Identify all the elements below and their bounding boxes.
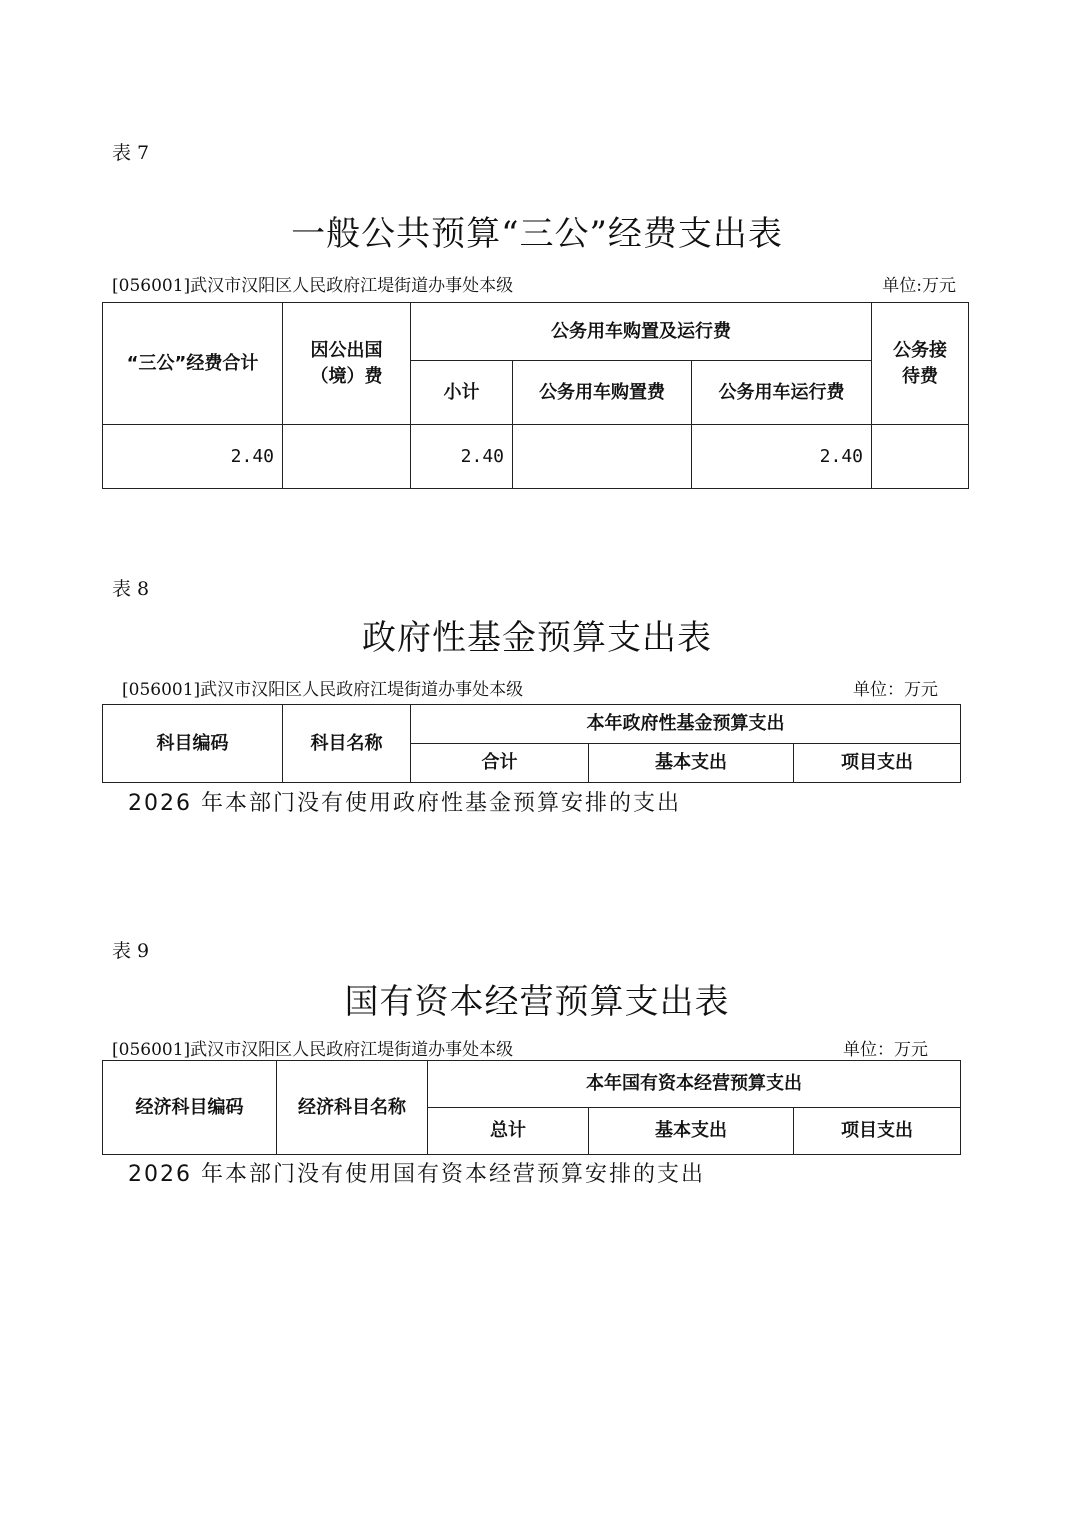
header-vehicle-group: 公务用车购置及运行费 [411, 303, 872, 361]
header-vehicle-operation: 公务用车运行费 [692, 361, 872, 425]
cell-subtotal: 2.40 [411, 425, 513, 489]
table7-label: 表 7 [112, 142, 150, 164]
table8-label: 表 8 [112, 578, 150, 600]
header-abroad-line1: 因公出国 [310, 339, 383, 361]
header-econ-name: 经济科目名称 [277, 1061, 428, 1155]
header-subject-code: 科目编码 [103, 705, 283, 783]
table8-grid [102, 704, 961, 783]
table9-unit: 单位：万元 [843, 1040, 928, 1060]
cell-operation: 2.40 [692, 425, 872, 489]
header-abroad-line2: （境）费 [310, 365, 383, 387]
table9-title: 国有资本经营预算支出表 [344, 982, 730, 1022]
cell-abroad [283, 425, 411, 489]
cell-total: 2.40 [103, 425, 283, 489]
table7-org: [056001]武汉市汉阳区人民政府江堤街道办事处本级 [112, 276, 514, 296]
cell-reception [872, 425, 969, 489]
table9-note: 2026 年本部门没有使用国有资本经营预算安排的支出 [128, 1162, 705, 1187]
header-capital-basic: 基本支出 [589, 1108, 794, 1155]
table-row [103, 425, 969, 489]
table7-title: 一般公共预算“三公”经费支出表 [291, 214, 783, 254]
table7-unit: 单位:万元 [882, 276, 956, 296]
table9-grid [102, 1060, 961, 1155]
table8-unit: 单位：万元 [853, 680, 938, 700]
table8-note: 2026 年本部门没有使用政府性基金预算安排的支出 [128, 791, 681, 816]
header-capital-total: 总计 [428, 1108, 589, 1155]
header-reception-line1: 公务接 [893, 339, 948, 361]
table7-grid [102, 302, 969, 489]
table9-org: [056001]武汉市汉阳区人民政府江堤街道办事处本级 [112, 1040, 514, 1060]
header-vehicle-subtotal: 小计 [411, 361, 513, 425]
header-three-public-total: “三公”经费合计 [103, 303, 283, 425]
header-subject-name: 科目名称 [283, 705, 411, 783]
header-fund-total: 合计 [411, 744, 589, 783]
header-reception-line2: 待费 [902, 365, 939, 387]
header-fund-basic: 基本支出 [589, 744, 794, 783]
table8-title: 政府性基金预算支出表 [362, 618, 712, 658]
header-vehicle-purchase: 公务用车购置费 [513, 361, 692, 425]
header-reception-fee [872, 303, 969, 425]
header-capital-project: 项目支出 [794, 1108, 961, 1155]
header-abroad-fee [283, 303, 411, 425]
header-econ-code: 经济科目编码 [103, 1061, 277, 1155]
header-capital-group: 本年国有资本经营预算支出 [428, 1061, 961, 1108]
table8-org: [056001]武汉市汉阳区人民政府江堤街道办事处本级 [122, 680, 524, 700]
header-fund-group: 本年政府性基金预算支出 [411, 705, 961, 744]
cell-purchase [513, 425, 692, 489]
header-fund-project: 项目支出 [794, 744, 961, 783]
table9-label: 表 9 [112, 940, 150, 962]
